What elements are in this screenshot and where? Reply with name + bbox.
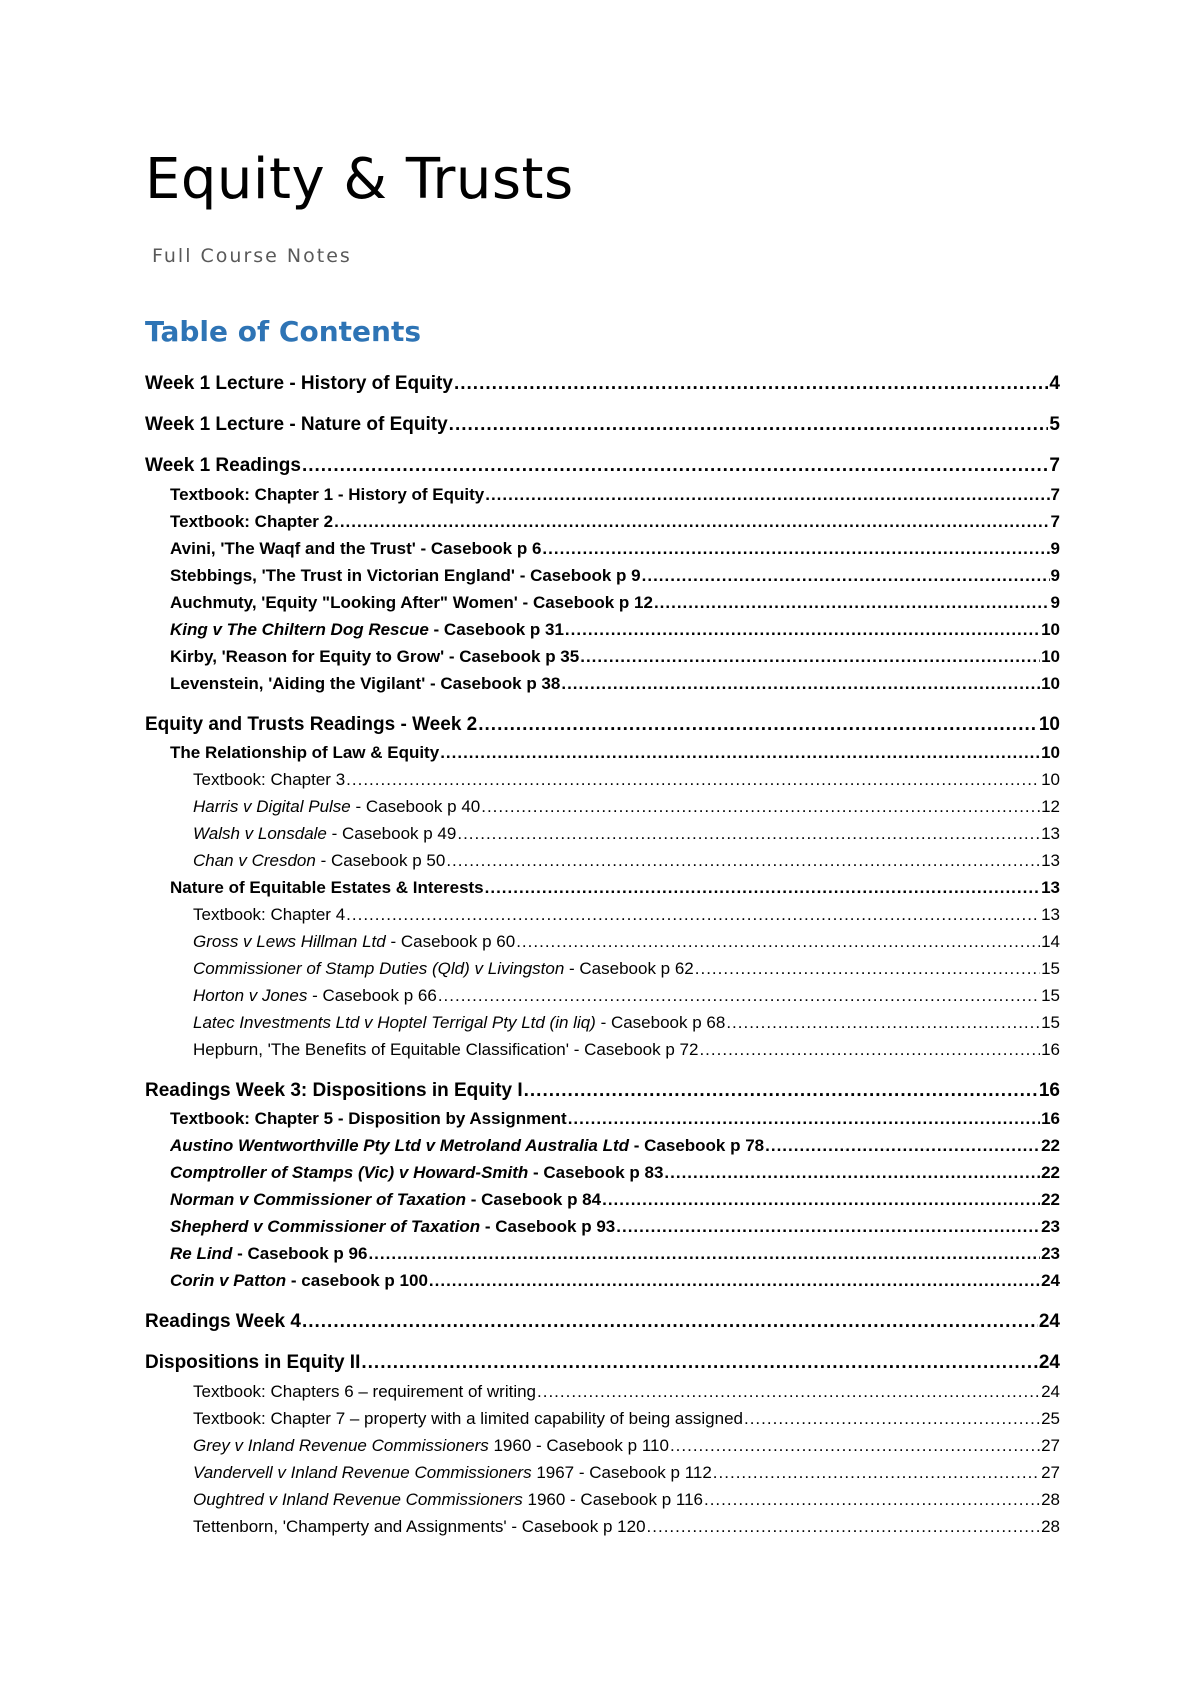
- toc-leader-dots: [568, 1107, 1040, 1131]
- toc-entry[interactable]: [170, 564, 1060, 588]
- toc-leader-dots: [438, 984, 1040, 1008]
- toc-entry-title: [170, 537, 541, 561]
- toc-entry-title-part: - Casebook p 66: [307, 986, 437, 1005]
- toc-entry-title: [145, 713, 477, 737]
- toc-entry-title: [193, 1380, 536, 1404]
- toc-entry-title: [145, 372, 453, 396]
- toc-entry[interactable]: [170, 1107, 1060, 1131]
- toc-leader-dots: [302, 1310, 1038, 1334]
- toc-leader-dots: [449, 413, 1049, 437]
- toc-entry-title-part: Readings Week 4: [145, 1311, 301, 1332]
- toc-entry-title-part: Week 1 Readings: [145, 455, 301, 476]
- toc-entry[interactable]: [170, 1161, 1060, 1185]
- toc-leader-dots: [346, 903, 1040, 927]
- toc-entry[interactable]: [170, 1269, 1060, 1293]
- toc-page-number: 28: [1041, 1517, 1060, 1536]
- toc-entry-title-part: - Casebook p 62: [564, 959, 694, 978]
- toc-entry[interactable]: [170, 510, 1060, 534]
- toc-page-number: 16: [1038, 1080, 1060, 1101]
- toc-entry-title-part: - Casebook p 49: [326, 824, 457, 843]
- toc-entry-title-part: Textbook: Chapter 1 - History of Equity: [170, 485, 485, 504]
- toc-leader-dots: [516, 930, 1040, 954]
- toc-entry[interactable]: [193, 1461, 1060, 1485]
- toc-page-number: 12: [1041, 797, 1060, 816]
- toc-entry-title-part: Stebbings, 'The Trust in Victorian England' - Casebook p 9: [170, 566, 641, 585]
- toc-page-number: 22: [1041, 1136, 1060, 1155]
- toc-page-number: 23: [1041, 1244, 1060, 1263]
- toc-leader-dots: [361, 1351, 1038, 1375]
- toc-entry-title: [193, 984, 437, 1008]
- toc-entry-title-part: Commissioner of Stamp Duties (Qld) v Livingston: [193, 959, 565, 978]
- toc-page-number: 7: [1050, 512, 1060, 531]
- toc-entry-title-part: Textbook: Chapter 3: [193, 770, 346, 789]
- toc-leader-dots: [302, 454, 1048, 478]
- toc-page-number: 13: [1041, 851, 1060, 870]
- toc-entry-title: [145, 413, 448, 437]
- toc-entry-title: [193, 1011, 725, 1035]
- toc-entry[interactable]: [193, 984, 1060, 1008]
- toc-entry-title-part: Gross v Lews Hillman Ltd: [193, 932, 386, 951]
- toc-leader-dots: [346, 768, 1040, 792]
- toc-entry[interactable]: [170, 741, 1060, 765]
- toc-entry-title: [193, 903, 345, 927]
- toc-entry-title-part: - Casebook p 50: [315, 851, 446, 870]
- toc-entry-title-part: - Casebook p 31: [428, 620, 564, 639]
- toc-entry[interactable]: [193, 1380, 1060, 1404]
- toc-entry-title-part: Textbook: Chapters 6 – requirement of writing: [193, 1382, 537, 1401]
- toc-entry-title-part: Week 1 Lecture - History of Equity: [145, 373, 453, 394]
- toc-entry-title-part: - Casebook p 68: [595, 1013, 726, 1032]
- toc-leader-dots: [542, 537, 1049, 561]
- toc-entry-title: [170, 1188, 601, 1212]
- toc-leader-dots: [454, 372, 1048, 396]
- toc-entry-title: [193, 1515, 646, 1539]
- toc-entry[interactable]: [145, 413, 1060, 437]
- toc-entry-title: [193, 930, 515, 954]
- toc-entry-title: [193, 1434, 669, 1458]
- toc-leader-dots: [642, 564, 1050, 588]
- toc-entry-title-part: Harris v Digital Pulse: [193, 797, 351, 816]
- toc-leader-dots: [765, 1134, 1040, 1158]
- toc-entry[interactable]: [193, 1038, 1060, 1062]
- toc-entry-title-part: Auchmuty, 'Equity "Looking After" Women' - Casebook p 12: [170, 593, 653, 612]
- toc-entry-title: [145, 1079, 523, 1103]
- toc-entry[interactable]: [145, 1351, 1060, 1375]
- toc-entry[interactable]: [193, 957, 1060, 981]
- toc-entry[interactable]: [193, 795, 1060, 819]
- toc-entry-title-part: Dispositions in Equity II: [145, 1352, 361, 1373]
- toc-entry-title: [193, 957, 694, 981]
- toc-leader-dots: [654, 591, 1050, 615]
- toc-entry-title-part: Textbook: Chapter 4: [193, 905, 346, 924]
- toc-page-number: 24: [1041, 1271, 1060, 1290]
- toc-entry-title-part: Textbook: Chapter 5 - Disposition by Assignment: [170, 1109, 567, 1128]
- toc-entry-title: [193, 1407, 743, 1431]
- toc-entry-title-part: - Casebook p 84: [465, 1190, 602, 1209]
- toc-entry[interactable]: [193, 930, 1060, 954]
- toc-page-number: 10: [1038, 714, 1060, 735]
- toc-page-number: 28: [1041, 1490, 1060, 1509]
- toc-entry[interactable]: [145, 372, 1060, 396]
- toc-entry[interactable]: [170, 591, 1060, 615]
- toc-page-number: 23: [1041, 1217, 1060, 1236]
- toc-entry-title-part: Avini, 'The Waqf and the Trust' - Casebook p 6: [170, 539, 542, 558]
- toc-entry-title-part: Nature of Equitable Estates & Interests: [170, 878, 484, 897]
- toc-entry-title: [170, 1134, 764, 1158]
- toc-entry-title: [145, 454, 301, 478]
- toc-entry-title-part: King v The Chiltern Dog Rescue: [170, 620, 429, 639]
- toc-entry-title-part: - Casebook p 78: [629, 1136, 765, 1155]
- toc-entry[interactable]: [145, 454, 1060, 478]
- toc-entry-title-part: Readings Week 3: Dispositions in Equity I: [145, 1080, 523, 1101]
- toc-entry-title: [170, 591, 653, 615]
- toc-entry-title-part: - Casebook p 83: [528, 1163, 664, 1182]
- toc-page-number: 9: [1050, 566, 1060, 585]
- toc-page-number: 9: [1050, 593, 1060, 612]
- toc-entry-title: [193, 1038, 698, 1062]
- toc-entry-title-part: - Casebook p 96: [232, 1244, 368, 1263]
- toc-entry[interactable]: [193, 1515, 1060, 1539]
- toc-leader-dots: [478, 713, 1038, 737]
- toc-entry[interactable]: [193, 768, 1060, 792]
- toc-leader-dots: [647, 1515, 1041, 1539]
- toc-entry[interactable]: [170, 1242, 1060, 1266]
- toc-page-number: 13: [1041, 905, 1060, 924]
- toc-entry[interactable]: [193, 903, 1060, 927]
- toc-entry[interactable]: [170, 645, 1060, 669]
- toc-entry[interactable]: [170, 1188, 1060, 1212]
- toc-entry-title-part: - Casebook p 40: [350, 797, 481, 816]
- toc-entry[interactable]: [170, 876, 1060, 900]
- toc-page-number: 10: [1041, 647, 1060, 666]
- toc-leader-dots: [524, 1079, 1038, 1103]
- toc-entry-title: [193, 849, 445, 873]
- toc-entry-title: [170, 510, 333, 534]
- toc-leader-dots: [485, 876, 1040, 900]
- toc-entry[interactable]: [170, 1134, 1060, 1158]
- toc-entry-title: [170, 645, 579, 669]
- toc-leader-dots: [368, 1242, 1040, 1266]
- toc-entry-title-part: Hepburn, 'The Benefits of Equitable Classification' - Casebook p 72: [193, 1040, 699, 1059]
- toc-page-number: 10: [1041, 743, 1060, 762]
- toc-entry-title-part: Kirby, 'Reason for Equity to Grow' - Casebook p 35: [170, 647, 580, 666]
- toc-entry-title-part: 1960 - Casebook p 116: [522, 1490, 703, 1509]
- toc-entry-title-part: Walsh v Lonsdale: [193, 824, 327, 843]
- toc-entry-title: [170, 564, 641, 588]
- toc-entry[interactable]: [193, 1011, 1060, 1035]
- toc-entry-title-part: Comptroller of Stamps (Vic) v Howard-Smith: [170, 1163, 529, 1182]
- toc-leader-dots: [565, 618, 1040, 642]
- toc-entry-title-part: Equity and Trusts Readings - Week 2: [145, 714, 478, 735]
- toc-page-number: 13: [1041, 878, 1060, 897]
- toc-page-number: 27: [1041, 1463, 1060, 1482]
- toc-page-number: 10: [1041, 620, 1060, 639]
- document-title: Equity & Trusts: [145, 147, 574, 212]
- toc-entry[interactable]: [193, 1488, 1060, 1512]
- document-subtitle: Full Course Notes: [152, 245, 352, 267]
- toc-entry-title: [145, 1351, 360, 1375]
- toc-page-number: 16: [1041, 1109, 1060, 1128]
- toc-entry[interactable]: [193, 849, 1060, 873]
- toc-page-number: 10: [1041, 770, 1060, 789]
- toc-leader-dots: [699, 1038, 1040, 1062]
- toc-entry-title-part: Corin v Patton: [170, 1271, 287, 1290]
- toc-page-number: 9: [1050, 539, 1060, 558]
- toc-entry-title: [170, 1215, 615, 1239]
- toc-entry-title-part: Chan v Cresdon: [193, 851, 316, 870]
- toc-entry-title-part: Vandervell v Inland Revenue Commissioners: [193, 1463, 532, 1482]
- toc-entry[interactable]: [193, 1407, 1060, 1431]
- toc-entry-title: [170, 1107, 567, 1131]
- toc-leader-dots: [446, 849, 1040, 873]
- toc-entry-title-part: Grey v Inland Revenue Commissioners: [193, 1436, 489, 1455]
- toc-entry-title-part: The Relationship of Law & Equity: [170, 743, 440, 762]
- toc-page-number: 25: [1041, 1409, 1060, 1428]
- toc-page-number: 27: [1041, 1436, 1060, 1455]
- toc-entry[interactable]: [170, 537, 1060, 561]
- toc-entry-title-part: Textbook: Chapter 7 – property with a limited capability of being assigned: [193, 1409, 743, 1428]
- toc-entry[interactable]: [170, 672, 1060, 696]
- toc-page-number: 15: [1041, 959, 1060, 978]
- toc-leader-dots: [457, 822, 1040, 846]
- toc-heading: Table of Contents: [145, 315, 422, 348]
- toc-entry[interactable]: [193, 1434, 1060, 1458]
- toc-entry-title: [170, 618, 564, 642]
- toc-leader-dots: [670, 1434, 1040, 1458]
- toc-entry-title-part: - casebook p 100: [286, 1271, 428, 1290]
- toc-entry[interactable]: [145, 1310, 1060, 1334]
- toc-entry[interactable]: [170, 483, 1060, 507]
- toc-entry-title-part: Shepherd v Commissioner of Taxation: [170, 1217, 481, 1236]
- toc-leader-dots: [664, 1161, 1040, 1185]
- toc-entry-title: [145, 1310, 301, 1334]
- toc-leader-dots: [726, 1011, 1040, 1035]
- toc-page-number: 7: [1050, 485, 1060, 504]
- toc-page-number: 7: [1049, 455, 1060, 476]
- toc-leader-dots: [580, 645, 1040, 669]
- toc-page-number: 24: [1038, 1352, 1060, 1373]
- toc-entry-title-part: Oughtred v Inland Revenue Commissioners: [193, 1490, 523, 1509]
- toc-entry-title: [170, 672, 560, 696]
- toc-entry[interactable]: [170, 618, 1060, 642]
- toc-entry-title: [193, 795, 480, 819]
- toc-entry[interactable]: [170, 1215, 1060, 1239]
- toc-entry[interactable]: [145, 1079, 1060, 1103]
- toc-page-number: 15: [1041, 1013, 1060, 1032]
- toc-entry-title-part: 1960 - Casebook p 110: [488, 1436, 669, 1455]
- toc-leader-dots: [713, 1461, 1040, 1485]
- toc-entry-title-part: Horton v Jones: [193, 986, 308, 1005]
- toc-page-number: 13: [1041, 824, 1060, 843]
- toc-entry-title-part: Latec Investments Ltd v Hoptel Terrigal Pty Ltd (in liq): [193, 1013, 596, 1032]
- toc-leader-dots: [744, 1407, 1040, 1431]
- toc-page-number: 24: [1041, 1382, 1060, 1401]
- toc-page-number: 24: [1038, 1311, 1060, 1332]
- toc-entry-title-part: Tettenborn, 'Champerty and Assignments' - Casebook p 120: [193, 1517, 646, 1536]
- toc-leader-dots: [334, 510, 1049, 534]
- toc-leader-dots: [602, 1188, 1040, 1212]
- toc-entry-title-part: Levenstein, 'Aiding the Vigilant' - Casebook p 38: [170, 674, 561, 693]
- toc-entry-title: [170, 483, 484, 507]
- toc-entry-title-part: Week 1 Lecture - Nature of Equity: [145, 414, 448, 435]
- toc-entry-title: [170, 1242, 367, 1266]
- toc-entry-title: [170, 1269, 428, 1293]
- toc-entry-title: [193, 1488, 703, 1512]
- toc-leader-dots: [440, 741, 1040, 765]
- toc-entry-title: [193, 768, 345, 792]
- toc-leader-dots: [695, 957, 1040, 981]
- toc-entry-title-part: - Casebook p 93: [480, 1217, 616, 1236]
- toc-entry[interactable]: [193, 822, 1060, 846]
- toc-entry-title: [193, 1461, 712, 1485]
- toc-leader-dots: [485, 483, 1049, 507]
- toc-entry-title: [193, 822, 456, 846]
- toc-page-number: 4: [1049, 373, 1060, 394]
- toc-page-number: 15: [1041, 986, 1060, 1005]
- toc-page-number: 22: [1041, 1190, 1060, 1209]
- toc-leader-dots: [537, 1380, 1040, 1404]
- toc-entry-title-part: Austino Wentworthville Pty Ltd v Metroland Australia Ltd: [170, 1136, 630, 1155]
- toc-leader-dots: [616, 1215, 1040, 1239]
- toc-entry-title-part: Norman v Commissioner of Taxation: [170, 1190, 466, 1209]
- toc-entry-title: [170, 741, 439, 765]
- toc-entry-title: [170, 876, 484, 900]
- toc-entry-title-part: Textbook: Chapter 2: [170, 512, 334, 531]
- toc-leader-dots: [481, 795, 1040, 819]
- toc-entry-title-part: 1967 - Casebook p 112: [531, 1463, 712, 1482]
- toc-page-number: 14: [1041, 932, 1060, 951]
- toc-page-number: 10: [1041, 674, 1060, 693]
- toc-page-number: 16: [1041, 1040, 1060, 1059]
- toc-page-number: 22: [1041, 1163, 1060, 1182]
- toc-entry[interactable]: [145, 713, 1060, 737]
- toc-leader-dots: [561, 672, 1040, 696]
- toc-entry-title-part: Re Lind: [170, 1244, 233, 1263]
- toc-leader-dots: [429, 1269, 1040, 1293]
- toc-entry-title-part: - Casebook p 60: [385, 932, 516, 951]
- toc-page-number: 5: [1049, 414, 1060, 435]
- toc-entry-title: [170, 1161, 663, 1185]
- toc-leader-dots: [704, 1488, 1040, 1512]
